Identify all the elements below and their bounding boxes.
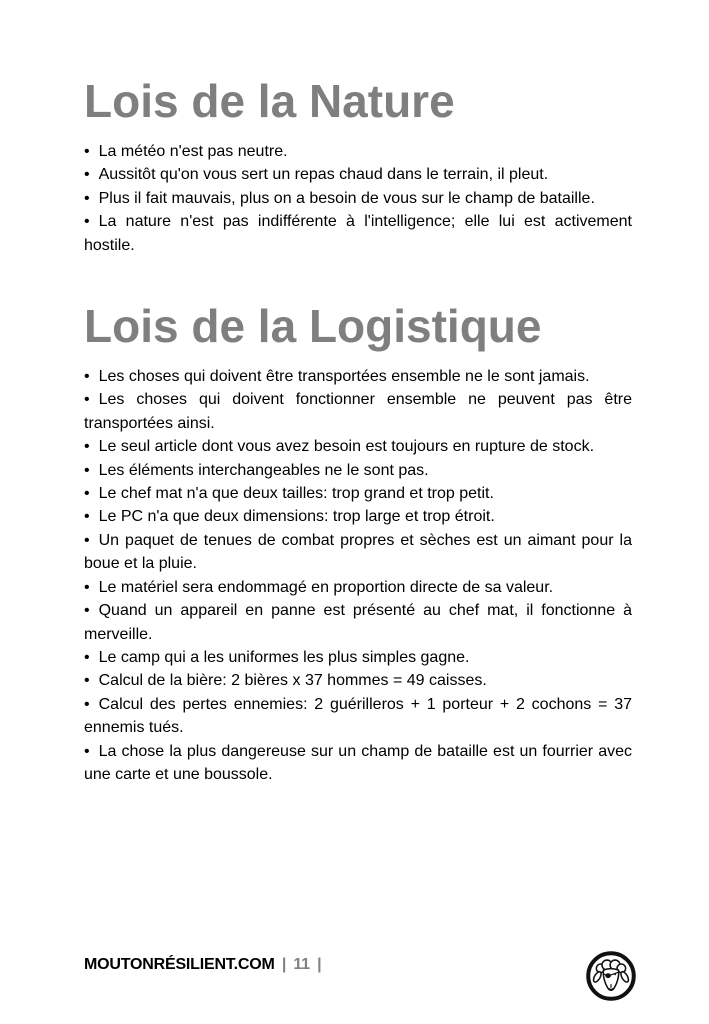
bullet-marker: • [84, 485, 90, 503]
bullet-item [84, 646, 632, 669]
bullet-item [84, 187, 632, 210]
bullet-text: Calcul des pertes ennemies: 2 guérilleros + 1 porteur + 2 cochons = 37 ennemis tués. [84, 695, 632, 737]
bullet-text: Quand un appareil en panne est présenté au chef mat, il fonctionne à merveille. [84, 602, 632, 643]
bullet-marker: • [84, 143, 90, 160]
bullet-text: La chose la plus dangereuse sur un champ de bataille est un fourrier avec une carte et une boussole. [84, 742, 632, 783]
bullet-text: Le PC n'a que deux dimensions: trop large et trop étroit. [98, 508, 495, 526]
bullet-marker: • [84, 578, 90, 596]
bullet-item [84, 576, 632, 599]
bullet-marker: • [84, 531, 90, 549]
footer-site-name: MOUTONRÉSILIENT.COM [84, 956, 275, 973]
bullet-item [84, 210, 632, 257]
bullet-marker: • [84, 602, 90, 620]
bullet-text: Calcul de la bière: 2 bières x 37 hommes = 49 caisses. [98, 672, 487, 690]
bullet-item [84, 599, 632, 646]
page-number: 11 [293, 956, 310, 973]
bullet-text: Les éléments interchangeables ne le sont pas. [98, 461, 429, 479]
footer-separator: | [281, 956, 287, 973]
footer [84, 956, 324, 974]
bullet-item [84, 140, 632, 163]
bullet-text: Aussitôt qu'on vous sert un repas chaud dans le terrain, il pleut. [98, 166, 549, 184]
bullet-marker: • [84, 213, 90, 231]
section-lois-de-la-nature [84, 75, 632, 257]
bullet-item [84, 529, 632, 576]
bullet-text: Le seul article dont vous avez besoin est toujours en rupture de stock. [98, 438, 595, 456]
bullet-text: Le matériel sera endommagé en proportion directe de sa valeur. [98, 578, 554, 596]
bullet-marker: • [84, 508, 90, 526]
bullet-text: Les choses qui doivent être transportées ensemble ne le sont jamais. [98, 368, 590, 386]
bullet-marker: • [84, 461, 90, 479]
bullet-list [84, 365, 632, 786]
bullet-item [84, 669, 632, 692]
sheep-logo-icon [584, 949, 638, 1003]
bullet-item [84, 163, 632, 186]
bullet-marker: • [84, 438, 90, 456]
bullet-text: Les choses qui doivent fonctionner ensemble ne peuvent pas être transportées ainsi. [84, 391, 632, 432]
bullet-marker: • [84, 189, 90, 207]
bullet-text: Le chef mat n'a que deux tailles: trop grand et trop petit. [98, 485, 494, 503]
section-lois-de-la-logistique [84, 300, 632, 786]
bullet-item [84, 435, 632, 458]
bullet-marker: • [84, 672, 90, 690]
bullet-item [84, 505, 632, 528]
bullet-item [84, 365, 632, 388]
bullet-marker: • [84, 695, 90, 713]
bullet-text: La météo n'est pas neutre. [98, 143, 288, 160]
bullet-marker: • [84, 391, 90, 409]
bullet-item [84, 693, 632, 740]
section-title: Lois de la Logistique [84, 300, 542, 353]
bullet-text: La nature n'est pas indifférente à l'intelligence; elle lui est activement hostile. [84, 213, 632, 254]
bullet-text: Plus il fait mauvais, plus on a besoin de vous sur le champ de bataille. [98, 189, 595, 207]
bullet-item [84, 459, 632, 482]
bullet-marker: • [84, 648, 90, 666]
section-title: Lois de la Nature [84, 75, 455, 127]
bullet-marker: • [84, 166, 90, 184]
bullet-text: Un paquet de tenues de combat propres et sèches est un aimant pour la boue et la pluie. [84, 531, 632, 573]
bullet-text: Le camp qui a les uniformes les plus simples gagne. [98, 648, 470, 666]
bullet-item [84, 388, 632, 435]
footer-separator: | [317, 956, 322, 973]
bullet-item [84, 740, 632, 787]
bullet-list [84, 140, 632, 257]
bullet-marker: • [84, 742, 90, 760]
bullet-marker: • [84, 368, 90, 386]
bullet-item [84, 482, 632, 505]
